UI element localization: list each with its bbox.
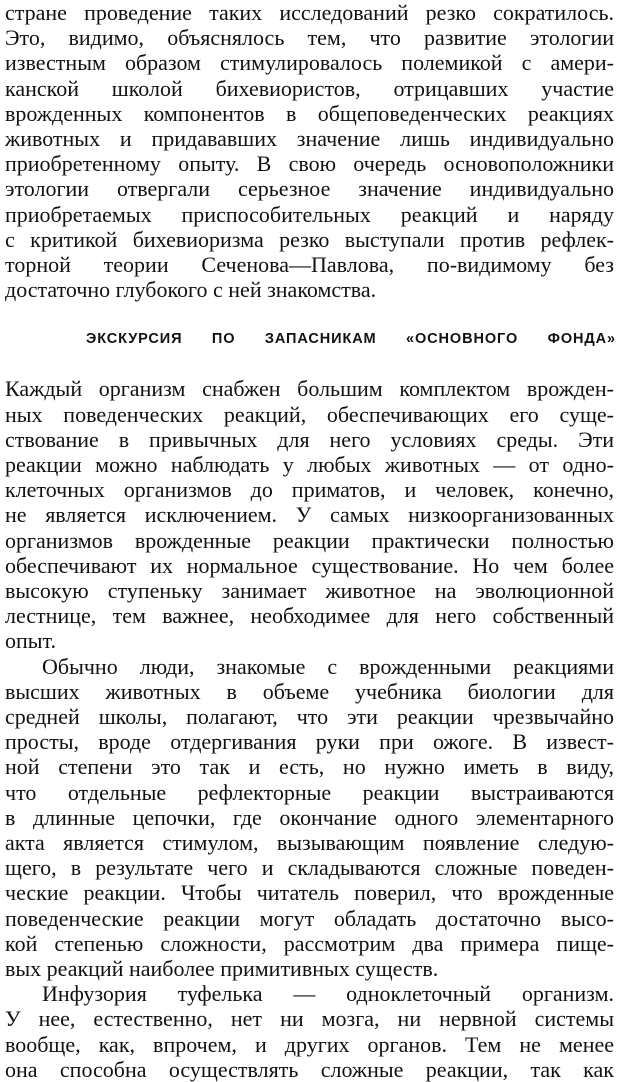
text-line: организмов врожденные реакции практически полностью bbox=[5, 527, 614, 553]
text-line: стране проведение таких исследований резко сократилось. bbox=[5, 0, 614, 25]
text-line: поведенческие реакции могут обладать достаточно высо- bbox=[5, 905, 614, 931]
text-line: канской школой бихевиористов, отрицавших участие bbox=[5, 75, 614, 101]
section-heading: ЭКСКУРСИЯ ПО ЗАПАСНИКАМ «ОСНОВНОГО ФОНДА» bbox=[86, 331, 616, 348]
text-line: ствование в привычных для него условиях среды. Эти bbox=[5, 426, 614, 452]
text-line: Инфузория туфелька — одноклеточный организм. bbox=[42, 981, 614, 1007]
text-line: щего, в результате чего и складываются сложные поведен- bbox=[5, 855, 614, 881]
text-line: реакции можно наблюдать у любых животных — от одно- bbox=[5, 452, 614, 477]
text-line: врожденных компонентов в общеповеденческих реакциях bbox=[5, 100, 614, 126]
text-line: средней школы, полагают, что эти реакции чрезвычайно bbox=[5, 704, 614, 729]
text-line: приобретенному опыту. В свою очередь основоположники bbox=[5, 151, 614, 177]
text-line: обеспечивают их нормальное существование. Но чем более bbox=[5, 552, 614, 578]
text-line: высокую ступеньку занимает животное на эволюционной bbox=[5, 578, 614, 603]
text-line: что отдельные рефлекторные реакции выстраиваются bbox=[5, 779, 614, 805]
text-line: торной теории Сеченова—Павлова, по-видимому без bbox=[5, 252, 614, 277]
text-line: не является исключением. У самых низкоорганизованных bbox=[5, 502, 614, 528]
text-line: она способна осуществлять сложные реакции, так как bbox=[5, 1056, 614, 1082]
text-line: ческие реакции. Чтобы читатель поверил, что врожденные bbox=[5, 880, 614, 906]
text-line: известным образом стимулировалось полемикой с амери- bbox=[5, 50, 614, 76]
text-line: просты, вроде отдергивания руки при ожоге. В извест- bbox=[5, 729, 614, 755]
text-line: клеточных организмов до приматов, и человек, конечно, bbox=[5, 477, 614, 503]
text-line: достаточно глубокого с ней знакомства. bbox=[5, 277, 377, 303]
text-line: ных поведенческих реакций, обеспечивающих его суще- bbox=[5, 401, 614, 427]
text-line: лестнице, тем важнее, необходимее для него собственный bbox=[5, 603, 614, 629]
text-line: акта является стимулом, вызывающим появление следую- bbox=[5, 830, 614, 855]
text-line: У нее, естественно, нет ни мозга, ни нервной системы bbox=[5, 1006, 614, 1032]
text-line: кой степенью сложности, рассмотрим два примера пище- bbox=[5, 930, 614, 956]
text-line: этологии отвергали серьезное значение индивидуально bbox=[5, 176, 614, 202]
text-line: животных и придававших значение лишь индивидуально bbox=[5, 126, 614, 151]
text-line: вообще, как, впрочем, и других органов. Тем не менее bbox=[5, 1031, 614, 1057]
text-line: приобретаемых приспособительных реакций и наряду bbox=[5, 201, 614, 227]
text-line: Обычно люди, знакомые с врожденными реакциями bbox=[42, 653, 614, 679]
text-line: Каждый организм снабжен большим комплектом врожден- bbox=[5, 376, 614, 402]
text-line: с критикой бихевиоризма резко выступали против рефлек- bbox=[5, 226, 614, 252]
text-line: высших животных в объеме учебника биологии для bbox=[5, 678, 614, 704]
text-line: ной степени это так и есть, но нужно иметь в виду, bbox=[5, 754, 614, 780]
text-line: Это, видимо, объяснялось тем, что развитие этологии bbox=[5, 25, 614, 51]
text-line: вых реакций наиболее примитивных существ. bbox=[5, 956, 439, 981]
text-line: опыт. bbox=[5, 628, 57, 654]
text-line: в длинные цепочки, где окончание одного элементарного bbox=[5, 804, 614, 830]
